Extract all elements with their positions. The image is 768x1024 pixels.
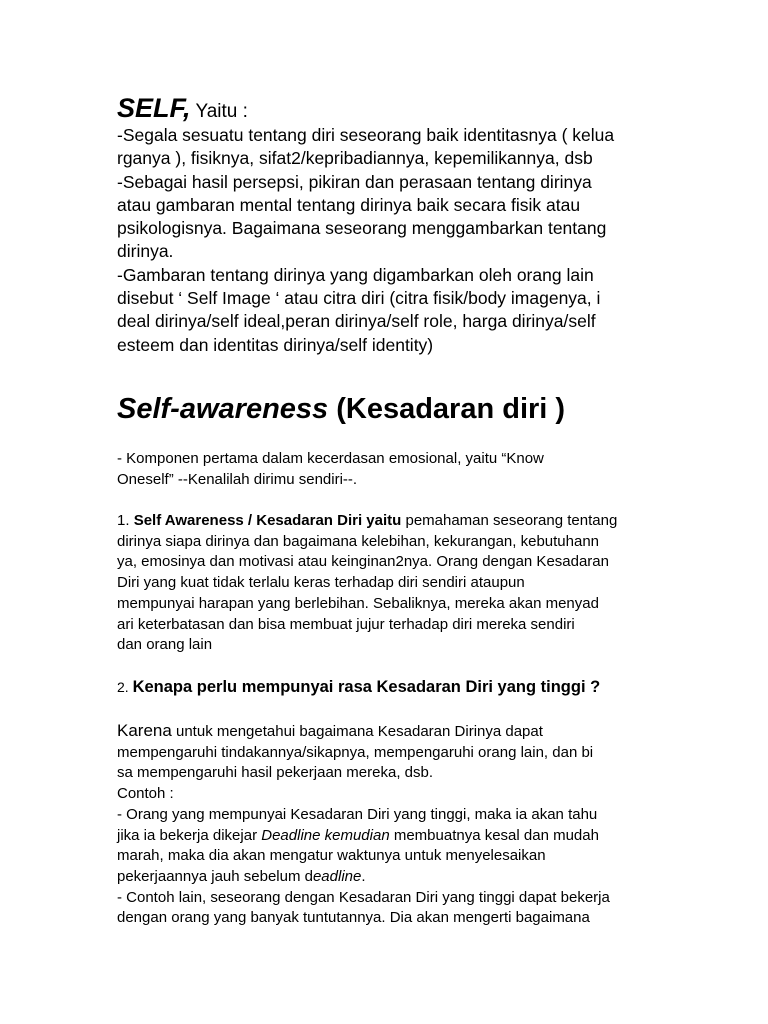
section-self [117,92,657,357]
point-1-line: mempunyai harapan yang berlebihan. Sebaliknya, mereka akan menyad [117,594,599,612]
point-2-heading [117,677,657,699]
self-text-line: -Gambaran tentang dirinya yang digambarkan oleh orang lain [117,264,594,285]
example-2-line: - Contoh lain, seseorang dengan Kesadaran Diri yang tinggi dapat bekerja [117,888,610,906]
example-2-line: dengan orang yang banyak tuntutannya. Dia akan mengerti bagaimana [117,909,590,927]
answer-line: sa mempengaruhi hasil pekerjaan mereka, dsb. [117,764,434,782]
example-1-italic: Deadline kemudian [261,826,390,844]
example-1-text: membuatnya kesal dan mudah [389,826,599,844]
self-text-line: dirinya. [117,241,174,262]
example-1-line [117,867,657,888]
intro-line: Oneself” --Kenalilah dirimu sendiri--. [117,470,358,488]
point-1-line: ari keterbatasan dan bisa membuat jujur terhadap diri mereka sendiri [117,615,575,633]
example-1-line: marah, maka dia akan mengatur waktunya untuk menyelesaikan [117,847,546,865]
point-2-line [117,677,657,699]
example-1-text: jika ia bekerja dikejar [117,826,262,844]
answer-first-line [117,721,657,743]
self-text-line: disebut ‘ Self Image ‘ atau citra diri (citra fisik/body imagenya, i [117,288,601,309]
self-title-suffix: Yaitu : [190,101,248,122]
self-text-line: atau gambaran mental tentang dirinya baik secara fisik atau [117,194,581,215]
answer-paragraph [117,721,657,929]
self-text-line: rganya ), fisiknya, sifat2/kepribadiannya, kepemilikannya, dsb [117,148,593,169]
point-1-line: Diri yang kuat tidak terlalu keras terhadap diri sendiri ataupun [117,574,525,592]
self-text-line: deal dirinya/self ideal,peran dirinya/self role, harga dirinya/self [117,311,596,332]
example-1-text: . [361,867,366,885]
example-1-line [117,826,657,847]
answer-line: mempengaruhi tindakannya/sikapnya, mempengaruhi orang lain, dan bi [117,743,594,761]
answer-first-rest: untuk mengetahui bagaimana Kesadaran Dirinya dapat [171,723,543,740]
self-heading [117,92,657,124]
self-text-line: psikologisnya. Bagaimana seseorang menggambarkan tentang [117,218,607,239]
self-text-line: esteem dan identitas dirinya/self identity) [117,334,434,355]
intro-line: - Komponen pertama dalam kecerdasan emosional, yaitu “Know [117,450,544,467]
example-1-line: - Orang yang mempunyai Kesadaran Diri yang tinggi, maka ia akan tahu [117,805,598,823]
self-text-line: -Sebagai hasil persepsi, pikiran dan perasaan tentang dirinya [117,171,592,192]
point-1-paragraph [117,511,657,656]
self-awareness-title-rest: (Kesadaran diri ) [328,393,566,425]
point-1-number: 1. [117,512,134,529]
point-1-line: dirinya siapa dirinya dan bagaimana kelebihan, kekurangan, kebutuhann [117,532,600,550]
point-1-line: ya, emosinya dan motivasi atau keinginan2nya. Orang dengan Kesadaran [117,553,609,571]
point-1-first-rest: pemahaman seseorang tentang [401,512,618,529]
point-1-first-line [117,511,657,532]
contoh-label: Contoh : [117,785,174,803]
point-1-line: dan orang lain [117,636,213,654]
example-1-text: pekerjaannya jauh sebelum d [117,867,313,885]
example-1-italic: eadline [312,867,362,885]
answer-first-word: Karena [117,721,172,740]
point-1-bold: Self Awareness / Kesadaran Diri yaitu [133,512,402,529]
point-2-question: Kenapa perlu mempunyai rasa Kesadaran Diri yang tinggi ? [132,678,601,696]
point-2-number: 2. [117,679,133,695]
self-awareness-title-italic: Self-awareness [117,393,329,425]
intro-paragraph [117,449,657,490]
self-text-line: -Segala sesuatu tentang diri seseorang baik identitasnya ( kelua [117,125,615,145]
self-title: SELF, [117,93,191,123]
self-awareness-heading [117,390,565,428]
